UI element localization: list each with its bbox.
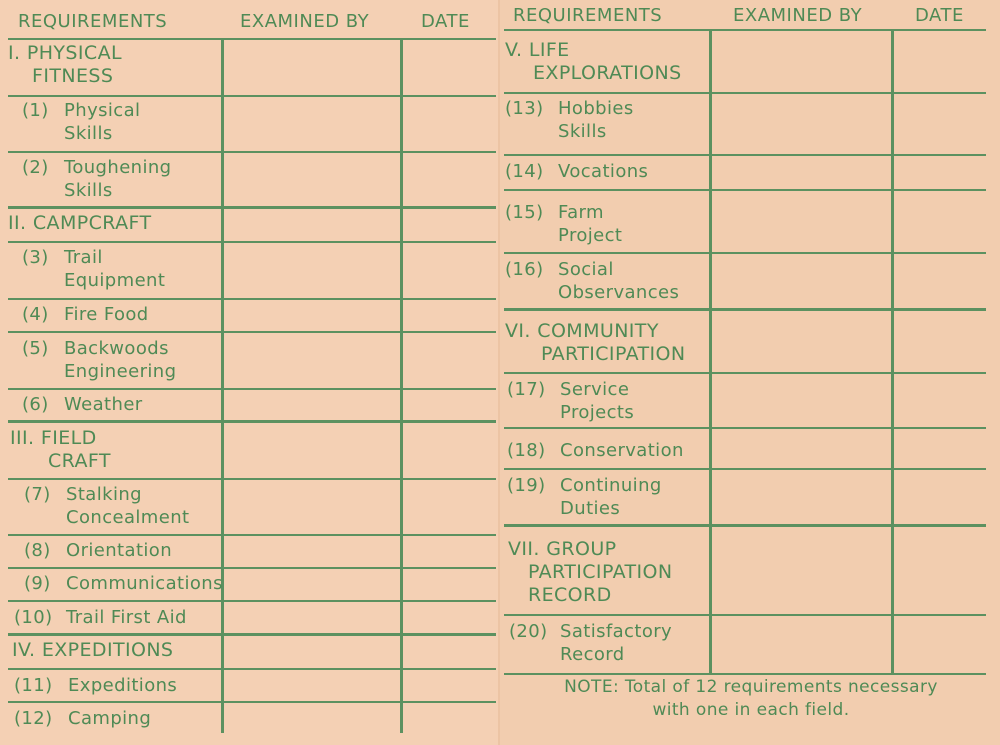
section-title: VII. GROUP PARTICIPATION RECORD — [508, 538, 673, 606]
row-rule — [8, 600, 496, 602]
row-rule — [504, 252, 986, 254]
section-rule — [8, 420, 496, 423]
section-title: III. FIELD CRAFT — [10, 427, 111, 472]
row-rule — [8, 478, 496, 480]
row-rule — [8, 668, 496, 670]
requirement-item: (6) Weather — [22, 394, 143, 415]
requirement-item: (15) Farm Project — [505, 202, 623, 246]
row-rule — [8, 241, 496, 243]
requirement-item: (16) Social Observances — [505, 259, 680, 303]
requirement-item: (7) Stalking Concealment — [24, 484, 190, 528]
row-rule — [8, 388, 496, 390]
requirement-item: (12) Camping — [14, 708, 152, 729]
row-rule — [504, 468, 986, 470]
section-rule — [8, 206, 496, 209]
requirement-item: (11) Expeditions — [14, 675, 178, 696]
section-title: I. PHYSICAL FITNESS — [8, 42, 122, 87]
section-title: VI. COMMUNITY PARTICIPATION — [505, 320, 686, 365]
requirement-item: (18) Conservation — [507, 440, 684, 461]
row-rule — [504, 189, 986, 191]
row-rule — [504, 673, 986, 675]
row-rule — [8, 567, 496, 569]
column-divider — [709, 29, 712, 675]
row-rule — [8, 331, 496, 333]
column-header-examined-by: EXAMINED BY — [733, 5, 863, 26]
section-rule — [504, 308, 986, 311]
right-panel — [500, 0, 1000, 745]
column-header-date: DATE — [421, 11, 470, 32]
row-rule — [8, 534, 496, 536]
column-divider — [221, 38, 224, 733]
requirement-item: (5) Backwoods Engineering — [22, 338, 177, 382]
section-title: IV. EXPEDITIONS — [12, 639, 174, 661]
requirement-item: (17) Service Projects — [507, 379, 635, 423]
column-header-examined-by: EXAMINED BY — [240, 11, 370, 32]
row-rule — [504, 427, 986, 429]
row-rule — [504, 372, 986, 374]
row-rule — [8, 701, 496, 703]
column-header-date: DATE — [915, 5, 964, 26]
row-rule — [8, 38, 496, 40]
section-rule — [504, 524, 986, 527]
row-rule — [504, 92, 986, 94]
requirement-item: (4) Fire Food — [22, 304, 149, 325]
row-rule — [504, 154, 986, 156]
section-title: V. LIFE EXPLORATIONS — [505, 39, 682, 84]
section-rule — [8, 633, 496, 636]
requirement-item: (3) Trail Equipment — [22, 247, 166, 291]
row-rule — [8, 95, 496, 97]
requirement-item: (2) Toughening Skills — [22, 157, 172, 201]
requirement-item: (14) Vocations — [505, 161, 649, 182]
column-divider — [891, 29, 894, 675]
row-rule — [8, 151, 496, 153]
column-divider — [400, 38, 403, 733]
requirement-item: (13) Hobbies Skills — [505, 98, 634, 142]
row-rule — [504, 29, 986, 31]
row-rule — [504, 614, 986, 616]
requirement-item: (9) Communications — [24, 573, 223, 594]
note: NOTE: Total of 12 requirements necessary with one in each field. — [564, 677, 938, 720]
requirement-item: (19) Continuing Duties — [507, 475, 662, 519]
requirement-item: (10) Trail First Aid — [14, 607, 187, 628]
requirement-item: (1) Physical Skills — [22, 100, 141, 144]
column-header-requirements: REQUIREMENTS — [513, 5, 663, 26]
section-title: II. CAMPCRAFT — [8, 212, 152, 234]
row-rule — [8, 298, 496, 300]
requirement-item: (20) Satisfactory Record — [509, 621, 673, 665]
column-header-requirements: REQUIREMENTS — [18, 11, 168, 32]
requirement-item: (8) Orientation — [24, 540, 173, 561]
